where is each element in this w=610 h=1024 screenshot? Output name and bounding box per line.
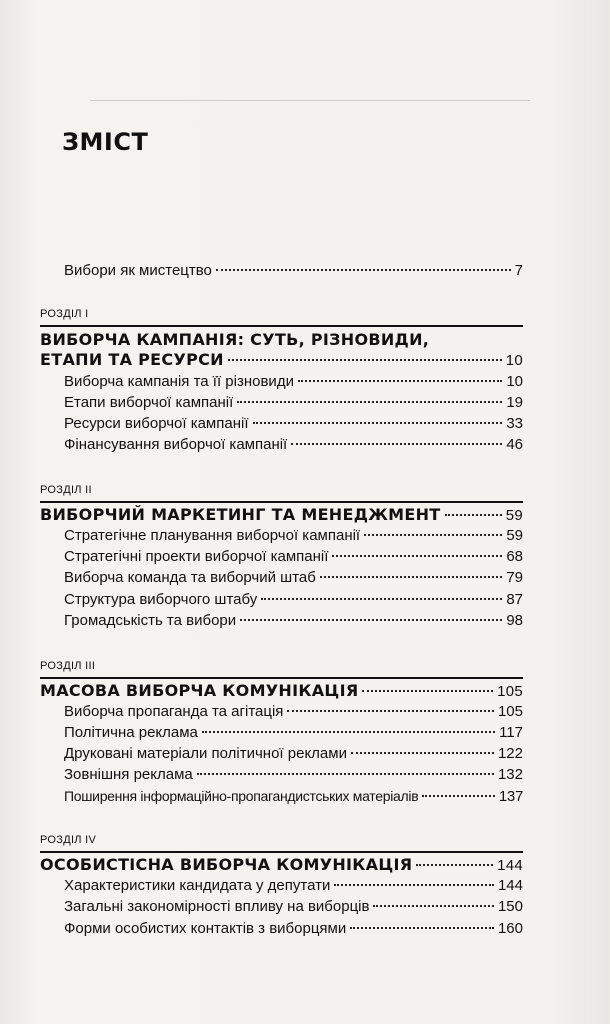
entry-page: 7 <box>514 262 523 279</box>
entry-page: 68 <box>506 548 523 565</box>
chapter-title: ЕТАПИ ТА РЕСУРСИ <box>40 350 224 369</box>
entry-title: Ресурси виборчої кампанії <box>64 415 249 432</box>
dot-leader <box>240 619 502 621</box>
dot-leader <box>422 795 495 797</box>
toc-entry[interactable] <box>64 415 523 432</box>
entry-title: Форми особистих контактів з виборцями <box>64 920 347 937</box>
entry-page: 19 <box>506 394 523 411</box>
dot-leader <box>364 534 502 536</box>
section-rule <box>40 677 523 679</box>
dot-leader <box>298 380 502 382</box>
toc-entry[interactable] <box>64 703 523 720</box>
entry-page: 59 <box>506 527 523 544</box>
toc-entry[interactable] <box>64 788 523 805</box>
entry-title: Вибори як мистецтво <box>64 262 212 279</box>
entry-page: 46 <box>506 436 523 453</box>
dot-leader <box>332 555 502 557</box>
chapter-title: МАСОВА ВИБОРЧА КОМУНІКАЦІЯ <box>40 681 359 700</box>
entry-title: Виборча кампанія та її різновиди <box>64 373 294 390</box>
entry-page: 150 <box>497 898 523 915</box>
chapter-page: 10 <box>505 352 523 369</box>
entry-title: Виборча команда та виборчий штаб <box>64 569 316 586</box>
entry-page: 79 <box>506 569 523 586</box>
entry-page: 105 <box>497 703 523 720</box>
entry-title: Загальні закономірності впливу на виборців <box>64 898 370 915</box>
toc-entry[interactable] <box>64 548 523 565</box>
entry-title: Поширення інформаційно-пропагандистських матеріалів <box>64 788 419 804</box>
chapter-page: 105 <box>497 683 523 700</box>
dot-leader <box>291 443 502 445</box>
entry-title: Характеристики кандидата у депутати <box>64 877 331 894</box>
toc-entry[interactable] <box>64 569 523 586</box>
chapter-page: 59 <box>505 507 523 524</box>
entry-page: 144 <box>497 877 523 894</box>
dot-leader <box>237 401 502 403</box>
entry-title: Стратегічне планування виборчої кампанії <box>64 527 361 544</box>
toc-entry[interactable] <box>64 436 523 453</box>
chapter-title: ВИБОРЧА КАМПАНІЯ: СУТЬ, РІЗНОВИДИ, <box>40 330 430 349</box>
toc-entry[interactable] <box>64 591 523 608</box>
section-label: РОЗДІЛ І <box>40 308 89 320</box>
entry-page: 98 <box>506 612 523 629</box>
dot-leader <box>197 773 494 775</box>
chapter-heading[interactable] <box>40 681 523 700</box>
chapter-page: 144 <box>497 857 523 874</box>
section-rule <box>40 501 523 503</box>
section-label: РОЗДІЛ ІІІ <box>40 660 96 672</box>
dot-leader <box>351 752 494 754</box>
toc-entry[interactable] <box>64 920 523 937</box>
toc-entry[interactable] <box>64 766 523 783</box>
entry-page: 117 <box>499 724 523 741</box>
dot-leader <box>202 731 495 733</box>
toc-entry[interactable] <box>64 724 523 741</box>
entry-title: Структура виборчого штабу <box>64 591 258 608</box>
toc-entry[interactable] <box>64 394 523 411</box>
entry-title: Стратегічні проекти виборчої кампанії <box>64 548 329 565</box>
chapter-heading[interactable] <box>40 350 523 369</box>
toc-entry[interactable] <box>64 527 523 544</box>
dot-leader <box>362 690 493 692</box>
entry-title: Зовнішня реклама <box>64 766 193 783</box>
entry-title: Виборча пропаганда та агітація <box>64 703 284 720</box>
dot-leader <box>216 269 511 271</box>
entry-title: Друковані матеріали політичної реклами <box>64 745 347 762</box>
toc-entry-intro[interactable] <box>64 262 523 279</box>
page-title: ЗМІСТ <box>62 128 149 156</box>
entry-page: 33 <box>506 415 523 432</box>
chapter-heading-line[interactable] <box>40 330 523 349</box>
entry-page: 137 <box>498 788 523 805</box>
dot-leader <box>334 884 494 886</box>
dot-leader <box>261 598 502 600</box>
dot-leader <box>445 514 502 516</box>
chapter-heading[interactable] <box>40 855 523 874</box>
dot-leader <box>350 927 494 929</box>
entry-title: Фінансування виборчої кампанії <box>64 436 288 453</box>
toc-entry[interactable] <box>64 373 523 390</box>
entry-title: Етапи виборчої кампанії <box>64 394 234 411</box>
entry-page: 122 <box>497 745 523 762</box>
section-rule <box>40 325 523 327</box>
dot-leader <box>228 359 502 361</box>
entry-title: Політична реклама <box>64 724 198 741</box>
toc-entry[interactable] <box>64 877 523 894</box>
dot-leader <box>373 905 493 907</box>
entry-page: 87 <box>506 591 523 608</box>
entry-page: 132 <box>497 766 523 783</box>
section-rule <box>40 851 523 853</box>
section-label: РОЗДІЛ IV <box>40 834 97 846</box>
dot-leader <box>320 576 502 578</box>
chapter-heading[interactable] <box>40 505 523 524</box>
entry-page: 160 <box>497 920 523 937</box>
toc-entry[interactable] <box>64 612 523 629</box>
section-label: РОЗДІЛ ІІ <box>40 484 92 496</box>
chapter-title: ОСОБИСТІСНА ВИБОРЧА КОМУНІКАЦІЯ <box>40 855 413 874</box>
bleed-through-rule <box>90 100 530 101</box>
entry-page: 10 <box>506 373 523 390</box>
toc-entry[interactable] <box>64 745 523 762</box>
dot-leader <box>253 422 503 424</box>
toc-entry[interactable] <box>64 898 523 915</box>
dot-leader <box>416 864 493 866</box>
dot-leader <box>287 710 494 712</box>
chapter-title: ВИБОРЧИЙ МАРКЕТИНГ ТА МЕНЕДЖМЕНТ <box>40 505 441 524</box>
entry-title: Громадськість та вибори <box>64 612 237 629</box>
